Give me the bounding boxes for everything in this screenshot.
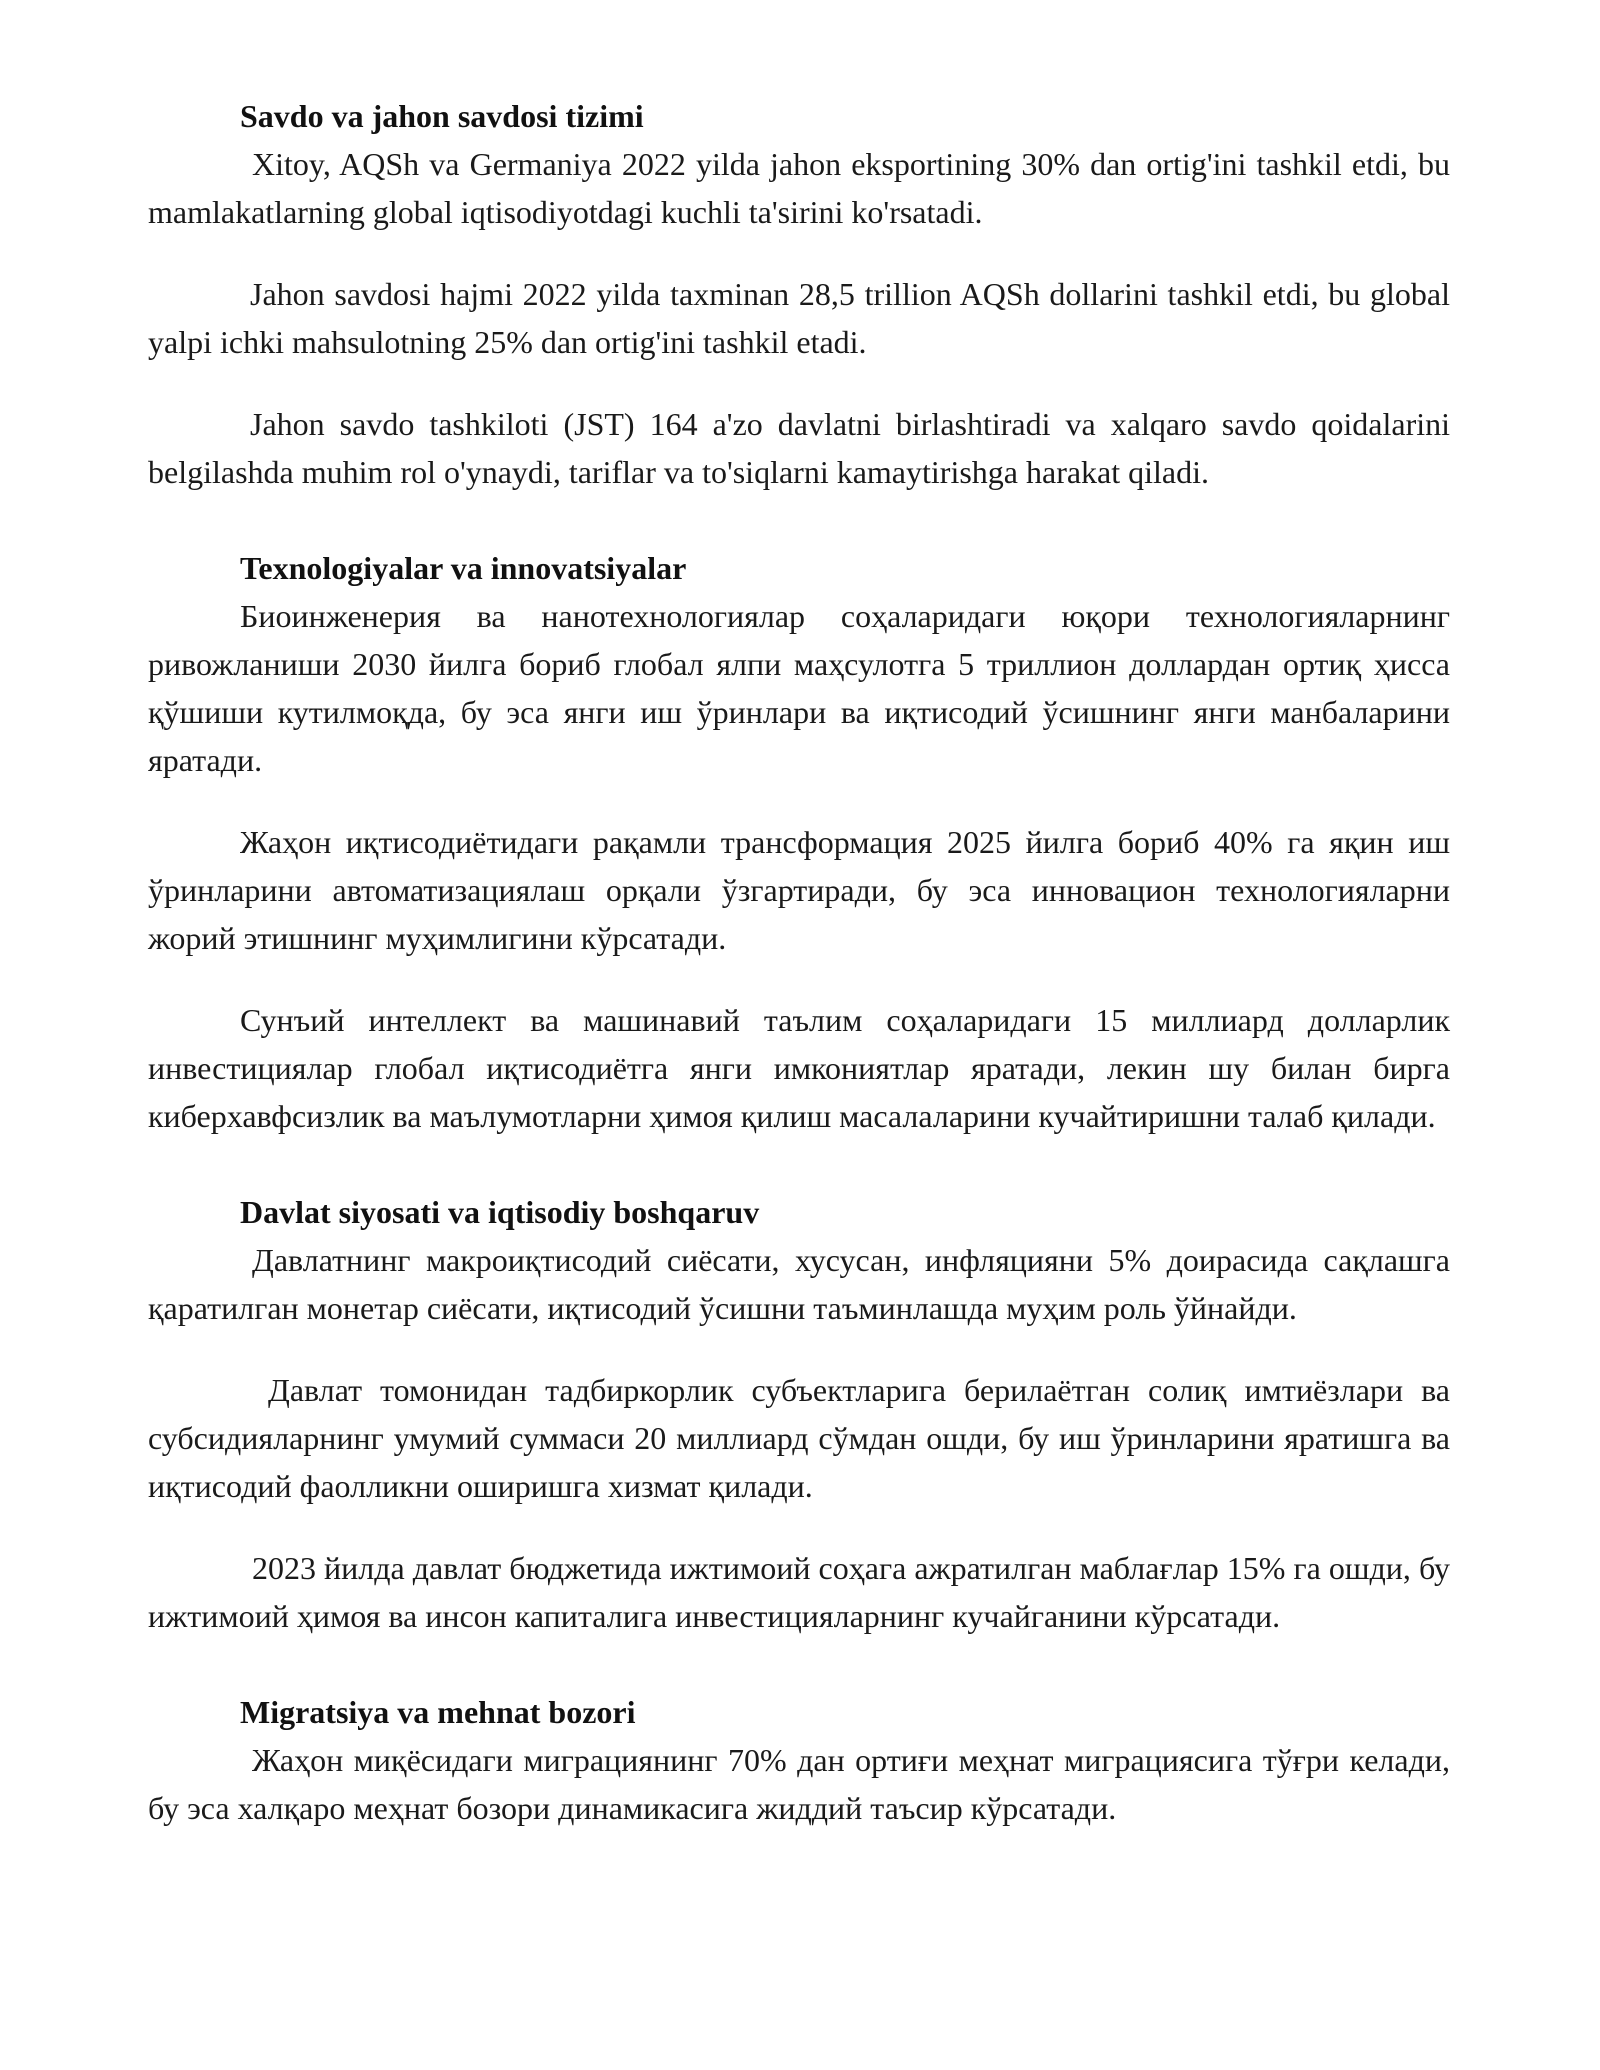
section-migration <box>148 1688 1450 1832</box>
paragraph: Жаҳон миқёсидаги миграциянинг 70% дан ортиғи меҳнат миграциясига тўғри келади, бу эса халқаро меҳнат бозори динамикасига жиддий таъсир кўрсатади. <box>148 1742 1450 1826</box>
paragraph: Биоинженерия ва нанотехнологиялар соҳаларидаги юқори технологияларнинг ривожланиши 2030 йилга бориб глобал ялпи маҳсулотга 5 триллион доллардан ортиқ ҳисса қўшиши кутилмоқда, бу эса янги иш ўринлари ва иқтисодий ўсишнинг янги манбаларини яратади. <box>148 598 1450 778</box>
paragraph: Xitoy, AQSh va Germaniya 2022 yilda jahon eksportining 30% dan ortig'ini tashkil etdi, bu mamlakatlarning global iqtisodiyotdagi kuchli ta'sirini ko'rsatadi. <box>148 146 1450 230</box>
section-heading: Davlat siyosati va iqtisodiy boshqaruv <box>240 1194 760 1230</box>
section-trade <box>148 92 1450 496</box>
paragraph: Jahon savdo tashkiloti (JST) 164 a'zo davlatni birlashtiradi va xalqaro savdo qoidalarini belgilashda muhim rol o'ynaydi, tariflar va to'siqlarni kamaytirishga harakat qiladi. <box>148 406 1450 490</box>
section-heading: Texnologiyalar va innovatsiyalar <box>240 550 687 586</box>
paragraph: Давлат томонидан тадбиркорлик субъектларига берилаётган солиқ имтиёзлари ва субсидияларнинг умумий суммаси 20 миллиард сўмдан ошди, бу иш ўринларини яратишга ва иқтисодий фаолликни оширишга хизмат қилади. <box>148 1372 1450 1504</box>
paragraph: 2023 йилда давлат бюджетида ижтимоий соҳага ажратилган маблағлар 15% га ошди, бу ижтимоий ҳимоя ва инсон капиталига инвестицияларнинг кучайганини кўрсатади. <box>148 1550 1450 1634</box>
section-technology <box>148 544 1450 1140</box>
section-heading: Savdo va jahon savdosi tizimi <box>240 98 644 134</box>
paragraph: Давлатнинг макроиқтисодий сиёсати, хусусан, инфляцияни 5% доирасида сақлашга қаратилган монетар сиёсати, иқтисодий ўсишни таъминлашда муҳим роль ўйнайди. <box>148 1242 1450 1326</box>
section-government-policy <box>148 1188 1450 1640</box>
paragraph: Сунъий интеллект ва машинавий таълим соҳаларидаги 15 миллиард долларлик инвестициялар глобал иқтисодиётга янги имкониятлар яратади, лекин шу билан бирга киберхавфсизлик ва маълумотларни ҳимоя қилиш масалаларини кучайтиришни талаб қилади. <box>148 1002 1450 1134</box>
section-heading: Migratsiya va mehnat bozori <box>240 1694 636 1730</box>
paragraph: Jahon savdosi hajmi 2022 yilda taxminan 28,5 trillion AQSh dollarini tashkil etdi, bu global yalpi ichki mahsulotning 25% dan ortig'ini tashkil etadi. <box>148 276 1450 360</box>
paragraph: Жаҳон иқтисодиётидаги рақамли трансформация 2025 йилга бориб 40% га яқин иш ўринларини автоматизациялаш орқали ўзгартиради, бу эса инновацион технологияларни жорий этишнинг муҳимлигини кўрсатади. <box>148 824 1450 956</box>
